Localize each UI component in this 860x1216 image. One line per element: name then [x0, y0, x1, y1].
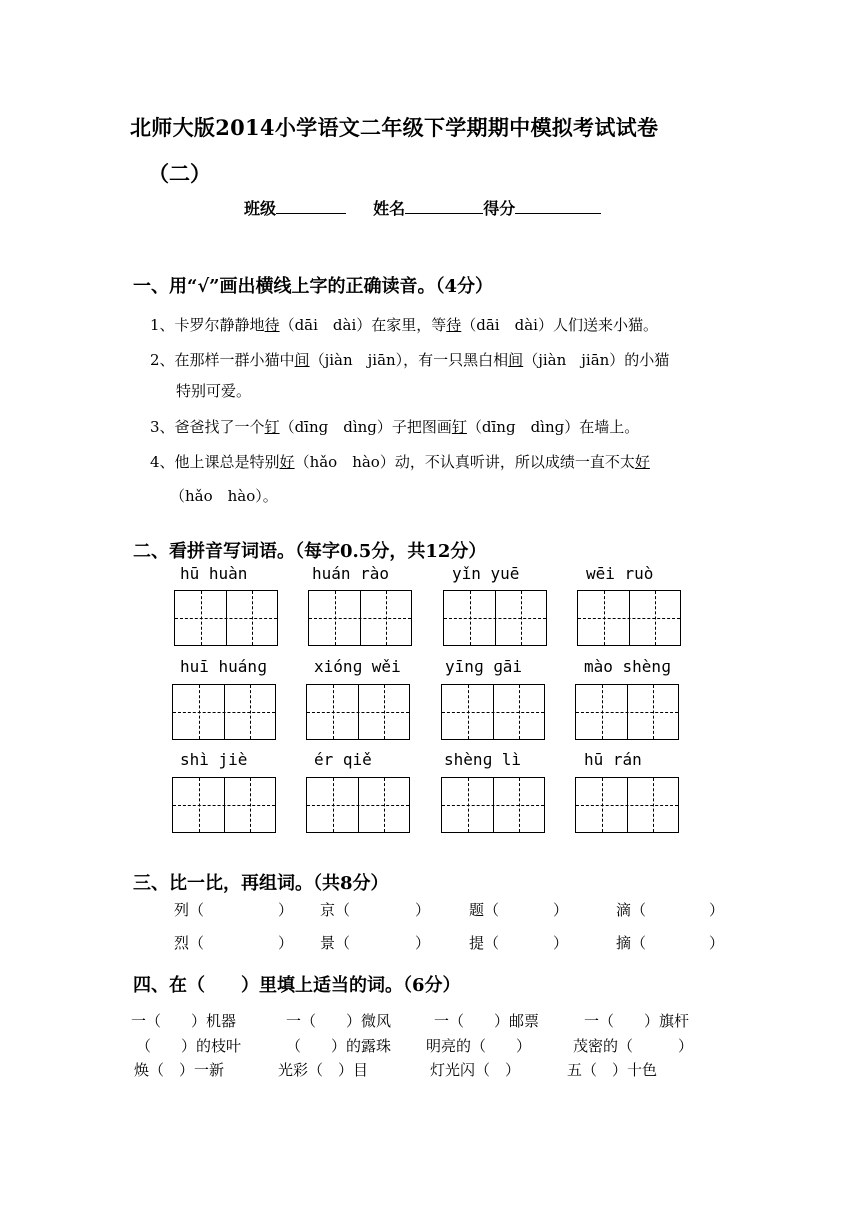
compare-close: ）	[278, 901, 294, 919]
compare-close: ）	[553, 901, 569, 919]
pinyin-label: yǐn yuē	[452, 564, 520, 583]
pinyin-label: shì jiè	[180, 750, 248, 769]
compare-char: 摘（	[616, 934, 647, 952]
writing-grid[interactable]	[174, 590, 278, 646]
compare-close: ）	[709, 901, 725, 919]
compare-char: 京（	[320, 901, 351, 919]
question-line: 1、卡罗尔静静地待（dāi dài）在家里，等待（dāi dài）人们送来小猫。	[150, 316, 658, 334]
fill-item: 明亮的（ ）	[426, 1037, 532, 1055]
writing-grid[interactable]	[577, 590, 681, 646]
fill-item: 五（ ）十色	[567, 1061, 658, 1079]
writing-grid[interactable]	[575, 777, 679, 833]
pinyin-label: huán rào	[312, 564, 390, 583]
compare-close: ）	[709, 934, 725, 952]
name-blank[interactable]	[405, 197, 483, 214]
score-label: 得分	[483, 199, 516, 218]
section3-heading: 三、比一比，再组词。（共8分）	[133, 873, 389, 894]
pinyin-label: huī huánɡ	[180, 657, 267, 676]
question-line: 4、他上课总是特别好（hǎo hào）动，不认真听讲，所以成绩一直不太好	[150, 453, 650, 471]
student-info-line	[244, 196, 601, 219]
writing-grid[interactable]	[308, 590, 412, 646]
fill-item: 一（ ）机器	[131, 1012, 237, 1030]
fill-item: （ ）的枝叶	[136, 1037, 242, 1055]
pinyin-label: xiónɡ wěi	[314, 657, 401, 676]
writing-grid[interactable]	[441, 777, 545, 833]
writing-grid[interactable]	[172, 684, 276, 740]
question-line-continued: 特别可爱。	[176, 382, 252, 400]
compare-char: 列（	[174, 901, 205, 919]
fill-item: 茂密的（ ）	[573, 1037, 694, 1055]
question-line: 3、爸爸找了一个钉（dīnɡ dìnɡ）子把图画钉（dīnɡ dìnɡ）在墙上。	[150, 418, 640, 436]
fill-item: 一（ ）旗杆	[584, 1012, 690, 1030]
question-line-continued: （hǎo hào）。	[170, 487, 278, 505]
compare-close: ）	[415, 934, 431, 952]
compare-close: ）	[415, 901, 431, 919]
section1-heading: 一、用“√”画出横线上字的正确读音。（4分）	[133, 276, 494, 297]
fill-item: 一（ ）邮票	[434, 1012, 540, 1030]
fill-item: 一（ ）微风	[286, 1012, 392, 1030]
pinyin-label: hū huàn	[180, 564, 248, 583]
score-blank[interactable]	[515, 197, 601, 214]
compare-char: 滴（	[616, 901, 647, 919]
compare-char: 景（	[320, 934, 351, 952]
name-label: 姓名	[373, 199, 406, 218]
pinyin-label: hū rán	[584, 750, 642, 769]
writing-grid[interactable]	[172, 777, 276, 833]
compare-close: ）	[278, 934, 294, 952]
pinyin-label: shènɡ lì	[444, 750, 522, 769]
class-blank[interactable]	[276, 197, 346, 214]
pinyin-label: mào shènɡ	[584, 657, 671, 676]
pinyin-label: wēi ruò	[586, 564, 654, 583]
fill-item: 灯光闪（ ）	[430, 1061, 521, 1079]
pinyin-label: ér qiě	[314, 750, 372, 769]
writing-grid[interactable]	[443, 590, 547, 646]
class-label: 班级	[244, 199, 277, 218]
compare-char: 烈（	[174, 934, 205, 952]
writing-grid[interactable]	[441, 684, 545, 740]
compare-char: 题（	[469, 901, 500, 919]
writing-grid[interactable]	[575, 684, 679, 740]
fill-item: 光彩（ ）目	[278, 1061, 369, 1079]
compare-close: ）	[553, 934, 569, 952]
page-title-suffix: （二）	[148, 161, 211, 186]
writing-grid[interactable]	[306, 777, 410, 833]
section4-heading: 四、在（ ）里填上适当的词。（6分）	[133, 975, 461, 996]
pinyin-label: yīnɡ ɡāi	[445, 657, 523, 676]
writing-grid[interactable]	[306, 684, 410, 740]
page-title: 北师大版2014小学语文二年级下学期期中模拟考试试卷	[130, 115, 659, 140]
question-line: 2、在那样一群小猫中间（jiàn jiān），有一只黑白相间（jiàn jiān）的小猫	[150, 351, 670, 369]
compare-char: 提（	[469, 934, 500, 952]
fill-item: 焕（ ）一新	[134, 1061, 225, 1079]
fill-item: （ ）的露珠	[286, 1037, 392, 1055]
section2-heading: 二、看拼音写词语。（每字0.5分，共12分）	[133, 541, 487, 562]
